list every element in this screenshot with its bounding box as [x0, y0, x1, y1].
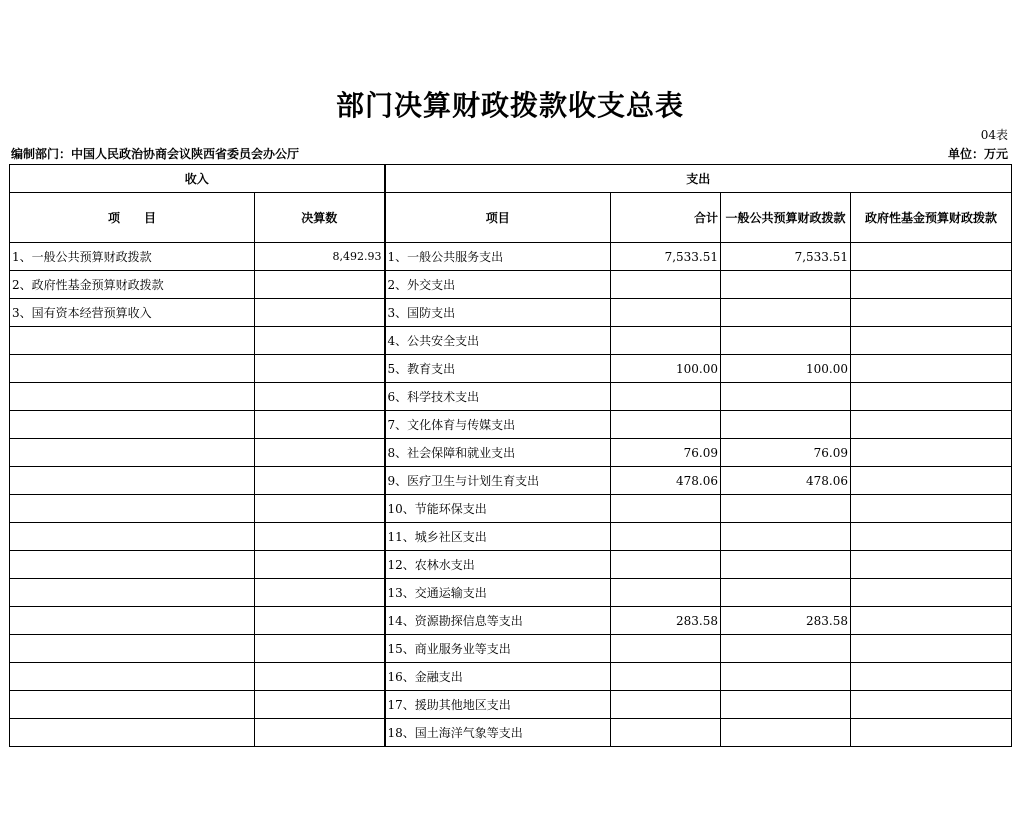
expense-header: 支出 — [385, 165, 1012, 193]
income-item-header: 项 目 — [10, 193, 255, 243]
income-item-cell: 2、政府性基金预算财政拨款 — [10, 271, 255, 299]
income-amount-cell — [255, 271, 385, 299]
gov-fund-cell — [851, 663, 1012, 691]
income-item-cell — [10, 607, 255, 635]
header-row-columns — [10, 193, 1012, 243]
gov-fund-cell — [851, 495, 1012, 523]
table-row — [10, 327, 1012, 355]
expense-item-cell: 5、教育支出 — [385, 355, 611, 383]
income-item-cell — [10, 355, 255, 383]
general-budget-cell — [721, 579, 851, 607]
total-cell — [611, 383, 721, 411]
expense-item-cell: 17、援助其他地区支出 — [385, 691, 611, 719]
table-code: 04表 — [980, 128, 1008, 142]
expense-item-cell: 1、一般公共服务支出 — [385, 243, 611, 271]
total-cell: 100.00 — [611, 355, 721, 383]
income-item-cell — [10, 523, 255, 551]
total-cell: 7,533.51 — [611, 243, 721, 271]
gov-fund-cell — [851, 327, 1012, 355]
income-amount-cell — [255, 299, 385, 327]
income-amount-cell — [255, 467, 385, 495]
table-row — [10, 635, 1012, 663]
income-item-cell: 1、一般公共预算财政拨款 — [10, 243, 255, 271]
gov-fund-cell — [851, 607, 1012, 635]
total-cell — [611, 271, 721, 299]
income-amount-cell — [255, 327, 385, 355]
income-amount-header: 决算数 — [255, 193, 385, 243]
gov-fund-cell — [851, 243, 1012, 271]
gov-fund-cell — [851, 383, 1012, 411]
general-budget-header: 一般公共预算财政拨款 — [721, 193, 851, 243]
general-budget-cell: 478.06 — [721, 467, 851, 495]
expense-item-cell: 9、医疗卫生与计划生育支出 — [385, 467, 611, 495]
table-row — [10, 439, 1012, 467]
table-row — [10, 579, 1012, 607]
table-row — [10, 495, 1012, 523]
income-item-cell — [10, 467, 255, 495]
income-amount-cell — [255, 439, 385, 467]
total-cell — [611, 719, 721, 747]
gov-fund-cell — [851, 523, 1012, 551]
general-budget-cell — [721, 691, 851, 719]
gov-fund-cell — [851, 579, 1012, 607]
general-budget-cell — [721, 523, 851, 551]
expense-item-cell: 18、国土海洋气象等支出 — [385, 719, 611, 747]
gov-fund-cell — [851, 467, 1012, 495]
income-amount-cell — [255, 411, 385, 439]
expense-item-cell: 14、资源勘探信息等支出 — [385, 607, 611, 635]
total-cell: 283.58 — [611, 607, 721, 635]
expense-item-cell: 10、节能环保支出 — [385, 495, 611, 523]
budget-table — [9, 164, 1012, 747]
department-label: 编制部门：中国人民政治协商会议陕西省委员会办公厅 — [11, 147, 300, 161]
total-cell — [611, 523, 721, 551]
income-item-cell — [10, 411, 255, 439]
table-row — [10, 523, 1012, 551]
total-cell — [611, 663, 721, 691]
unit-label: 单位：万元 — [947, 147, 1008, 161]
general-budget-cell: 100.00 — [721, 355, 851, 383]
expense-item-cell: 8、社会保障和就业支出 — [385, 439, 611, 467]
gov-fund-cell — [851, 551, 1012, 579]
general-budget-cell: 7,533.51 — [721, 243, 851, 271]
total-cell — [611, 495, 721, 523]
income-amount-cell — [255, 495, 385, 523]
gov-fund-header: 政府性基金预算财政拨款 — [851, 193, 1012, 243]
gov-fund-cell — [851, 635, 1012, 663]
income-item-cell — [10, 383, 255, 411]
income-item-cell — [10, 635, 255, 663]
table-row — [10, 243, 1012, 271]
income-item-cell — [10, 439, 255, 467]
income-item-cell — [10, 327, 255, 355]
expense-item-cell: 13、交通运输支出 — [385, 579, 611, 607]
income-amount-cell — [255, 607, 385, 635]
total-cell — [611, 635, 721, 663]
general-budget-cell — [721, 299, 851, 327]
total-cell — [611, 299, 721, 327]
table-row — [10, 607, 1012, 635]
general-budget-cell — [721, 495, 851, 523]
total-cell — [611, 551, 721, 579]
general-budget-cell — [721, 719, 851, 747]
income-header: 收入 — [10, 165, 385, 193]
expense-item-cell: 12、农林水支出 — [385, 551, 611, 579]
header-row-group — [10, 165, 1012, 193]
expense-item-cell: 15、商业服务业等支出 — [385, 635, 611, 663]
table-row — [10, 691, 1012, 719]
income-amount-cell — [255, 719, 385, 747]
gov-fund-cell — [851, 719, 1012, 747]
general-budget-cell: 283.58 — [721, 607, 851, 635]
total-cell — [611, 691, 721, 719]
table-row — [10, 271, 1012, 299]
expense-item-header: 项目 — [385, 193, 611, 243]
table-row — [10, 551, 1012, 579]
gov-fund-cell — [851, 411, 1012, 439]
table-row — [10, 355, 1012, 383]
income-item-cell — [10, 719, 255, 747]
income-amount-cell — [255, 523, 385, 551]
total-cell: 76.09 — [611, 439, 721, 467]
table-row — [10, 719, 1012, 747]
income-item-cell — [10, 495, 255, 523]
general-budget-cell — [721, 635, 851, 663]
income-amount-cell — [255, 383, 385, 411]
income-item-cell — [10, 551, 255, 579]
gov-fund-cell — [851, 355, 1012, 383]
income-item-cell — [10, 663, 255, 691]
gov-fund-cell — [851, 439, 1012, 467]
total-header: 合计 — [611, 193, 721, 243]
income-item-cell: 3、国有资本经营预算收入 — [10, 299, 255, 327]
general-budget-cell — [721, 271, 851, 299]
expense-item-cell: 3、国防支出 — [385, 299, 611, 327]
expense-item-cell: 16、金融支出 — [385, 663, 611, 691]
income-amount-cell — [255, 691, 385, 719]
table-row — [10, 383, 1012, 411]
income-amount-cell — [255, 635, 385, 663]
page-title: 部门决算财政拨款收支总表 — [335, 89, 684, 122]
table-row — [10, 663, 1012, 691]
total-cell — [611, 327, 721, 355]
income-item-cell — [10, 691, 255, 719]
expense-item-cell: 4、公共安全支出 — [385, 327, 611, 355]
general-budget-cell — [721, 327, 851, 355]
income-amount-cell — [255, 579, 385, 607]
general-budget-cell — [721, 551, 851, 579]
expense-item-cell: 11、城乡社区支出 — [385, 523, 611, 551]
general-budget-cell: 76.09 — [721, 439, 851, 467]
total-cell — [611, 579, 721, 607]
gov-fund-cell — [851, 299, 1012, 327]
general-budget-cell — [721, 411, 851, 439]
gov-fund-cell — [851, 691, 1012, 719]
table-row — [10, 467, 1012, 495]
table-row — [10, 411, 1012, 439]
gov-fund-cell — [851, 271, 1012, 299]
expense-item-cell: 2、外交支出 — [385, 271, 611, 299]
expense-item-cell: 7、文化体育与传媒支出 — [385, 411, 611, 439]
total-cell: 478.06 — [611, 467, 721, 495]
income-item-cell — [10, 579, 255, 607]
income-amount-cell — [255, 551, 385, 579]
general-budget-cell — [721, 383, 851, 411]
total-cell — [611, 411, 721, 439]
general-budget-cell — [721, 663, 851, 691]
table-row — [10, 299, 1012, 327]
income-amount-cell — [255, 663, 385, 691]
expense-item-cell: 6、科学技术支出 — [385, 383, 611, 411]
income-amount-cell: 8,492.93 — [255, 243, 385, 271]
income-amount-cell — [255, 355, 385, 383]
